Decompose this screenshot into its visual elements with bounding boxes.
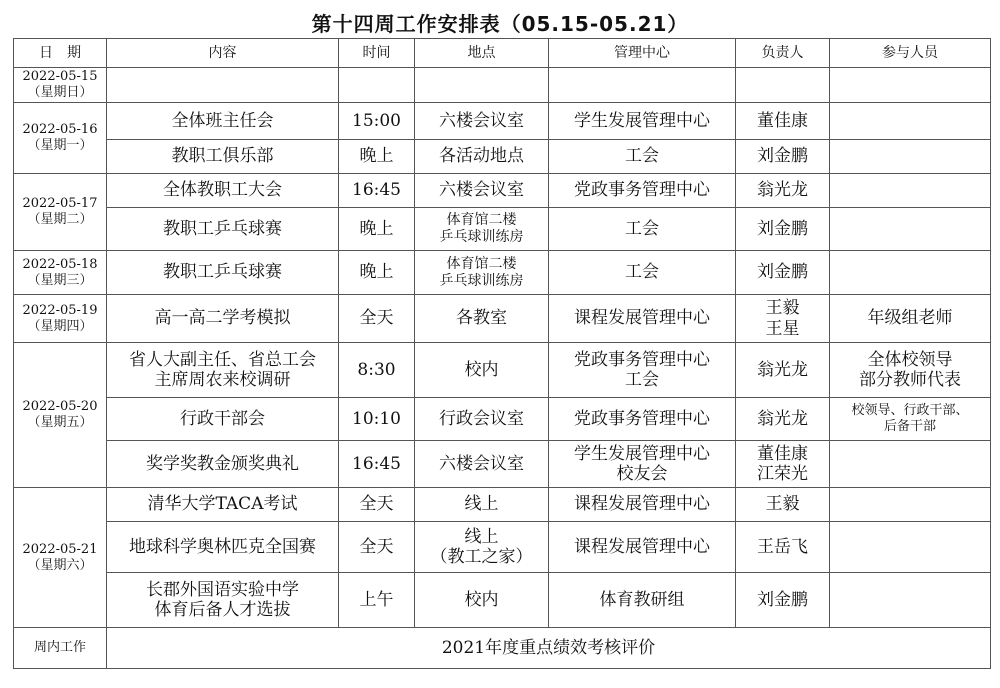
owner-cell: 翁光龙 (736, 398, 830, 441)
location-cell: 六楼会议室 (415, 441, 549, 488)
location-line: （教工之家） (430, 547, 533, 567)
participants-cell (830, 68, 991, 103)
center-line: 工会 (625, 370, 659, 390)
participants-line: 校领导、行政干部、 (851, 403, 969, 419)
date-cell (14, 343, 107, 488)
content-line: 主席周农来校调研 (154, 370, 291, 390)
owner-line: 董佳康 (757, 443, 808, 464)
content-line: 长郡外国语实验中学 (146, 579, 299, 600)
owner-cell: 王岳飞 (736, 522, 830, 573)
time-cell (339, 68, 415, 103)
weekday-text: （星期四） (27, 318, 93, 334)
table-row (14, 343, 991, 398)
owner-cell: 翁光龙 (736, 343, 830, 398)
time-cell: 16:45 (339, 441, 415, 488)
location-line: 体育馆二楼 (446, 255, 517, 272)
content-cell: 教职工乒乓球赛 (107, 251, 339, 295)
table-row (14, 174, 991, 208)
center-cell: 党政事务管理中心 (549, 398, 736, 441)
weekday-text: （星期一） (27, 138, 93, 153)
participants-cell (830, 251, 991, 295)
participants-cell: 年级组老师 (830, 295, 991, 343)
location-line: 线上 (464, 526, 499, 547)
table-row (14, 68, 991, 103)
weekly-work-content: 2021年度重点绩效考核评价 (107, 628, 991, 669)
time-cell: 全天 (339, 522, 415, 573)
participants-line: 后备干部 (883, 419, 936, 434)
location-cell: 六楼会议室 (415, 174, 549, 208)
participants-line: 全体校领导 (867, 349, 953, 370)
table-row (14, 140, 991, 174)
content-cell: 教职工俱乐部 (107, 140, 339, 174)
content-cell: 行政干部会 (107, 398, 339, 441)
participants-cell (830, 103, 991, 140)
table-row (14, 398, 991, 441)
content-line: 体育后备人才选拔 (154, 600, 291, 620)
content-cell: 高一高二学考模拟 (107, 295, 339, 343)
time-cell: 晚上 (339, 251, 415, 295)
header-time: 时间 (339, 39, 415, 68)
date-cell (14, 488, 107, 628)
content-cell (107, 343, 339, 398)
table-row (14, 441, 991, 488)
table-row (14, 488, 991, 522)
center-cell (549, 343, 736, 398)
time-cell: 晚上 (339, 140, 415, 174)
participants-cell (830, 441, 991, 488)
date-cell (14, 295, 107, 343)
location-cell: 各教室 (415, 295, 549, 343)
owner-cell: 刘金鹏 (736, 251, 830, 295)
center-cell: 课程发展管理中心 (549, 295, 736, 343)
location-cell (415, 251, 549, 295)
header-center: 管理中心 (549, 39, 736, 68)
content-line: 省人大副主任、省总工会 (129, 349, 316, 370)
table-row (14, 103, 991, 140)
header-participants: 参与人员 (830, 39, 991, 68)
center-cell: 工会 (549, 208, 736, 251)
date-cell (14, 251, 107, 295)
date-text: 2022-05-17 (22, 196, 98, 212)
weekday-text: （星期六） (27, 557, 93, 573)
weekday-text: （星期三） (27, 272, 93, 288)
date-text: 2022-05-15 (22, 69, 98, 85)
center-cell: 学生发展管理中心 (549, 103, 736, 140)
content-cell: 清华大学TACA考试 (107, 488, 339, 522)
header-location: 地点 (415, 39, 549, 68)
time-cell: 全天 (339, 295, 415, 343)
date-cell (14, 68, 107, 103)
location-line: 体育馆二楼 (446, 212, 517, 229)
header-date: 日 期 (14, 39, 107, 68)
center-cell: 课程发展管理中心 (549, 522, 736, 573)
table-row (14, 251, 991, 295)
location-cell: 校内 (415, 343, 549, 398)
date-text: 2022-05-18 (22, 256, 98, 272)
location-cell: 行政会议室 (415, 398, 549, 441)
content-cell: 地球科学奥林匹克全国赛 (107, 522, 339, 573)
header-owner: 负责人 (736, 39, 830, 68)
owner-cell: 翁光龙 (736, 174, 830, 208)
participants-cell (830, 208, 991, 251)
center-cell: 课程发展管理中心 (549, 488, 736, 522)
date-cell (14, 174, 107, 251)
participants-cell (830, 343, 991, 398)
owner-cell: 刘金鹏 (736, 208, 830, 251)
owner-cell: 董佳康 (736, 103, 830, 140)
weekly-work-label: 周内工作 (14, 628, 107, 669)
header-content: 内容 (107, 39, 339, 68)
table-row (14, 295, 991, 343)
content-cell (107, 68, 339, 103)
time-cell: 15:00 (339, 103, 415, 140)
center-line: 党政事务管理中心 (574, 349, 710, 370)
participants-cell (830, 140, 991, 174)
time-cell: 全天 (339, 488, 415, 522)
participants-cell (830, 522, 991, 573)
weekday-text: （星期日） (27, 85, 93, 100)
date-text: 2022-05-16 (22, 122, 98, 138)
owner-line: 王星 (765, 318, 800, 339)
time-cell: 10:10 (339, 398, 415, 441)
participants-cell (830, 488, 991, 522)
center-line: 学生发展管理中心 (574, 443, 710, 464)
participants-cell (830, 573, 991, 628)
location-cell: 六楼会议室 (415, 103, 549, 140)
date-text: 2022-05-20 (22, 399, 98, 415)
owner-cell: 刘金鹏 (736, 573, 830, 628)
location-cell (415, 68, 549, 103)
table-row (14, 573, 991, 628)
content-cell: 全体班主任会 (107, 103, 339, 140)
location-cell (415, 522, 549, 573)
page-title: 第十四周工作安排表（05.15-05.21） (311, 12, 689, 36)
location-line: 乒乓球训练房 (439, 229, 524, 245)
time-cell: 上午 (339, 573, 415, 628)
owner-cell (736, 295, 830, 343)
time-cell: 16:45 (339, 174, 415, 208)
owner-cell: 王毅 (736, 488, 830, 522)
table-row (14, 522, 991, 573)
time-cell: 8:30 (339, 343, 415, 398)
time-cell: 晚上 (339, 208, 415, 251)
schedule-table (13, 38, 991, 669)
owner-cell: 刘金鹏 (736, 140, 830, 174)
participants-cell (830, 174, 991, 208)
location-cell: 校内 (415, 573, 549, 628)
center-cell: 体育教研组 (549, 573, 736, 628)
location-cell: 线上 (415, 488, 549, 522)
date-cell (14, 103, 107, 174)
owner-cell (736, 441, 830, 488)
content-cell: 全体教职工大会 (107, 174, 339, 208)
weekly-work-row (14, 628, 991, 669)
weekday-text: （星期五） (27, 415, 93, 430)
center-cell: 党政事务管理中心 (549, 174, 736, 208)
date-text: 2022-05-21 (22, 541, 98, 557)
participants-cell (830, 398, 991, 441)
content-cell (107, 573, 339, 628)
location-cell (415, 208, 549, 251)
participants-line: 部分教师代表 (859, 370, 961, 390)
location-line: 乒乓球训练房 (439, 272, 524, 289)
owner-line: 江荣光 (757, 464, 808, 484)
center-cell (549, 68, 736, 103)
weekday-text: （星期二） (27, 212, 93, 227)
header-row (14, 39, 991, 68)
location-cell: 各活动地点 (415, 140, 549, 174)
date-text: 2022-05-19 (22, 302, 98, 318)
center-cell: 工会 (549, 140, 736, 174)
owner-cell (736, 68, 830, 103)
center-line: 校友会 (616, 464, 668, 484)
table-row (14, 208, 991, 251)
content-cell: 奖学奖教金颁奖典礼 (107, 441, 339, 488)
owner-line: 王毅 (765, 298, 800, 319)
content-cell: 教职工乒乓球赛 (107, 208, 339, 251)
center-cell (549, 441, 736, 488)
center-cell: 工会 (549, 251, 736, 295)
